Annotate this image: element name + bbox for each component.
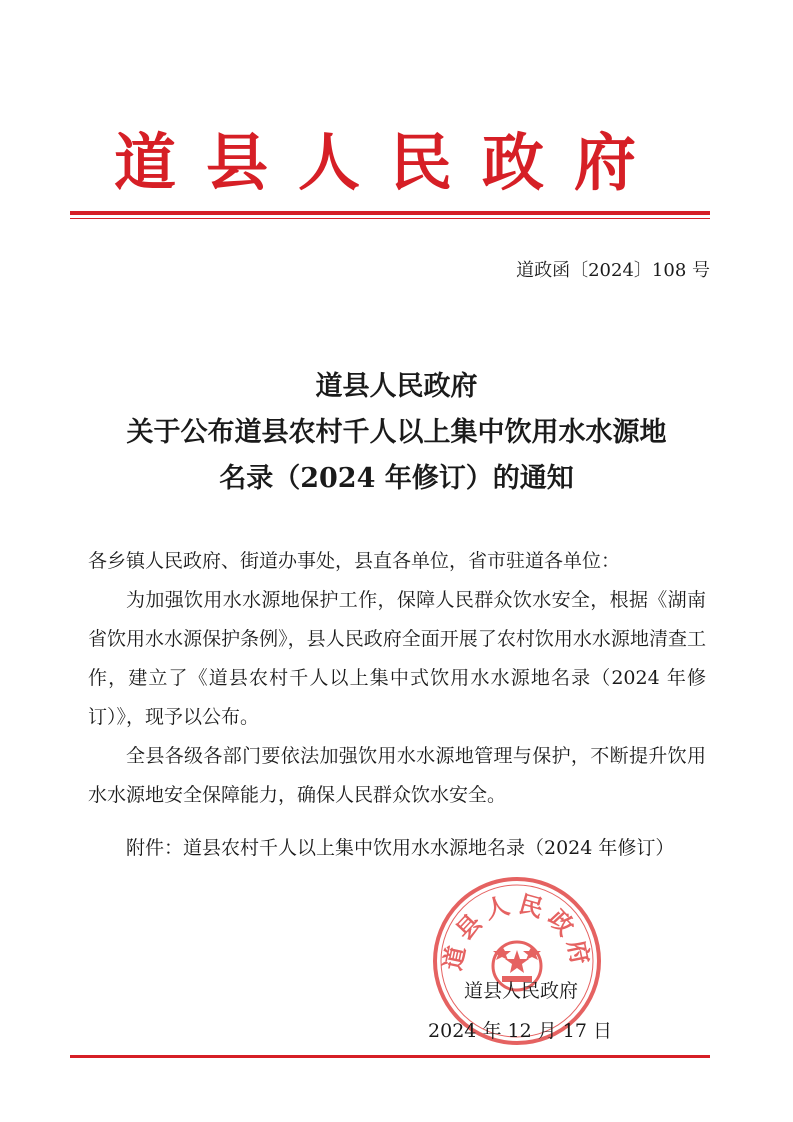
- attachment-note: 附件：道县农村千人以上集中饮用水水源地名录（2024 年修订）: [126, 837, 675, 859]
- body-paragraph: 为加强饮用水水源地保护工作，保障人民群众饮水安全，根据《湖南省饮用水水源保护条例》，县人民政府全面开展了农村饮用水水源地清查工作，建立了《道县农村千人以上集中式饮用水水源地名录（2024 年修订）》，现予以公布。: [88, 589, 706, 728]
- seal-text: 道县人民政府: [437, 888, 597, 973]
- title-line: 名录（2024 年修订）的通知: [219, 463, 574, 494]
- signer-name: 道县人民政府: [463, 980, 578, 1002]
- masthead-divider-thick: [70, 211, 710, 215]
- document-number: 道政函〔2024〕108 号: [516, 260, 710, 281]
- footer-divider: [70, 1055, 710, 1058]
- document-title: [60, 364, 733, 502]
- salutation: 各乡镇人民政府、街道办事处，县直各单位，省市驻道各单位：: [88, 550, 621, 572]
- document-body: [88, 542, 706, 868]
- masthead-divider-thin: [70, 218, 710, 219]
- title-line: 道县人民政府: [315, 371, 478, 402]
- title-line: 关于公布道县农村千人以上集中饮用水水源地: [126, 417, 667, 448]
- masthead-title: 道县人民政府: [113, 126, 666, 199]
- body-paragraph: 全县各级各部门要依法加强饮用水水源地管理与保护，不断提升饮用水水源地安全保障能力，确保人民群众饮水安全。: [88, 745, 706, 806]
- signing-date: 2024 年 12 月 17 日: [428, 1020, 612, 1042]
